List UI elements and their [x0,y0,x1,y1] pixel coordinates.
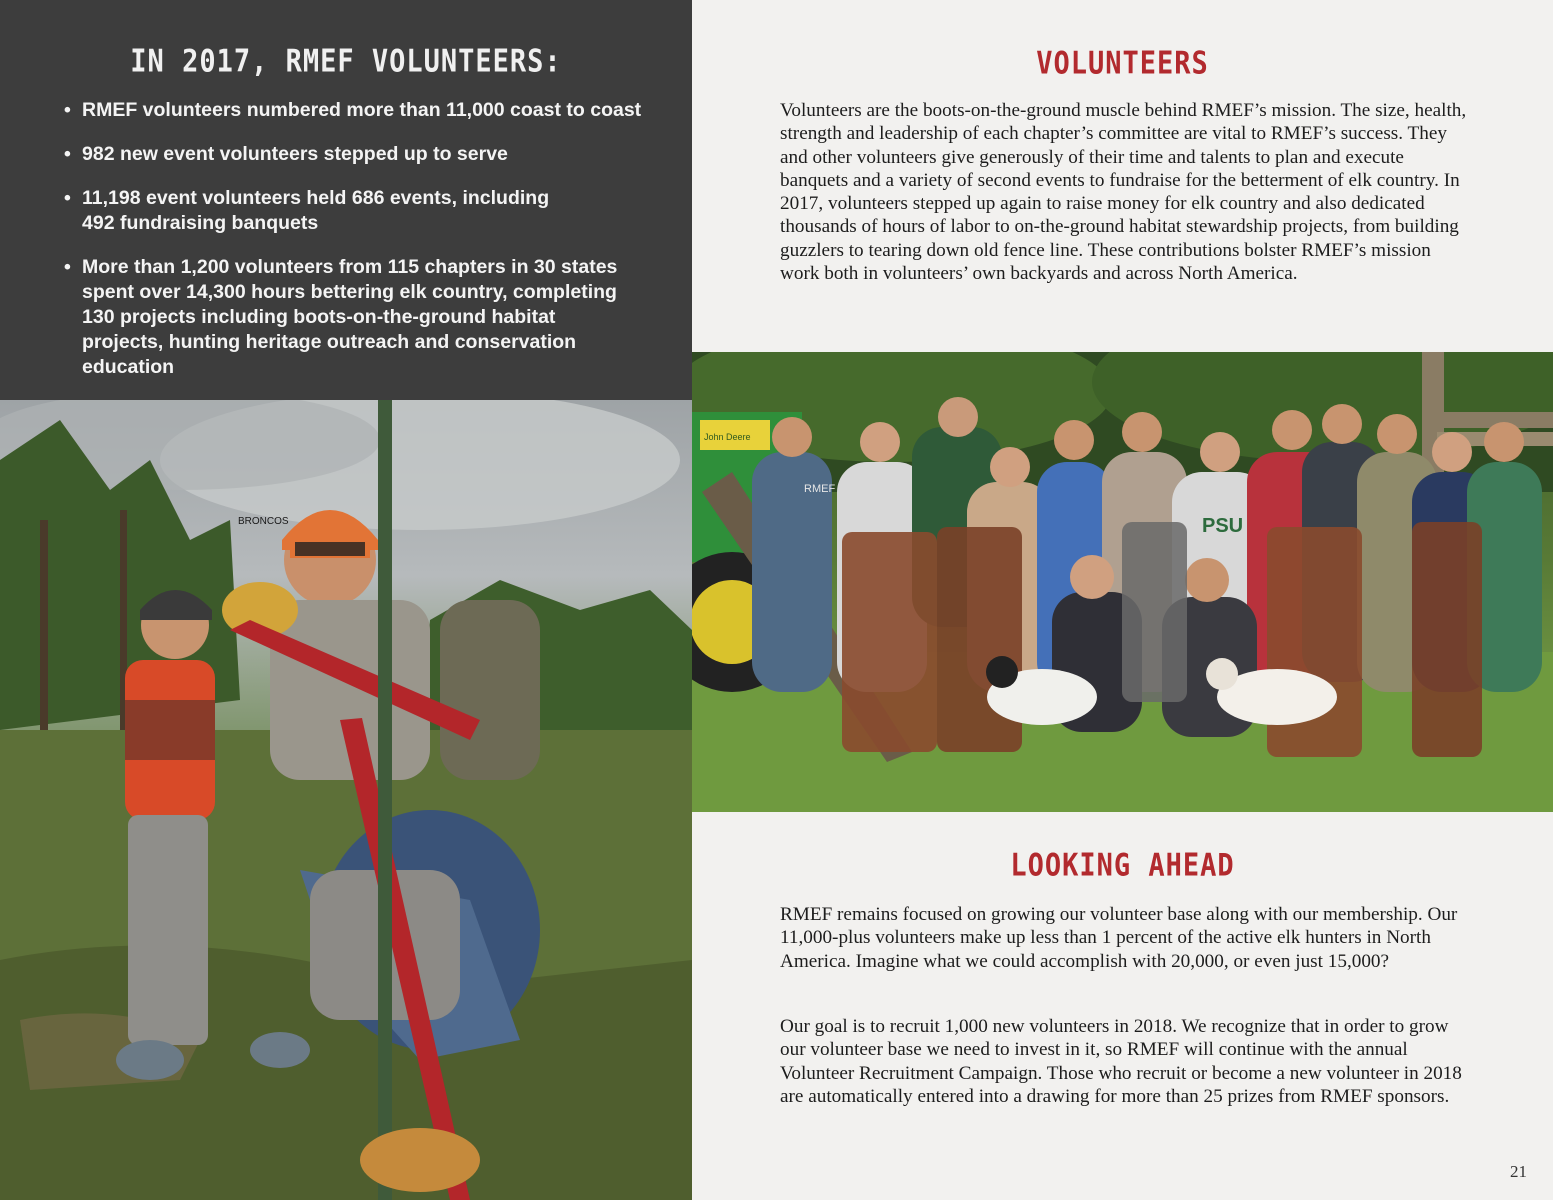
fence-post-photo [0,400,692,1200]
tractor-logo-text: John Deere [704,432,751,442]
stats-panel [0,0,692,400]
fence-post-illustration [0,400,692,1200]
volunteers-body: Volunteers are the boots-on-the-ground muscle behind RMEF’s mission. The size, health, strength and leadership of each chapter’s committee are vital to RMEF’s success. They and other volunteers give generously of their time and talents to plan and execute banquets and a variety of second events to fundraise for the betterment of elk country. In 2017, volunteers stepped up again to raise money for elk country and also dedicated thousands of hours of labor to on-the-ground habitat stewardship projects, from building guzzlers to tearing down old fence line. These contributions bolster RMEF’s mission work both in volunteers’ own backyards and across North America. [780,100,1467,285]
stats-title: IN 2017, RMEF VOLUNTEERS: [130,43,562,80]
stat-item: • More than 1,200 volunteers from 115 chapters in 30 states spent over 14,300 hours bettering elk country, completing 130 projects including boots-on-the-ground habitat projects, hunting heritage outreach and conservation education [64,255,642,380]
page-number: 21 [1510,1162,1527,1181]
looking-ahead-paragraph-2: Our goal is to recruit 1,000 new volunteers in 2018. We recognize that in order to grow our volunteer base we need to invest in it, so RMEF will continue with the annual Volunteer Recruitment Campaign. Those who recruit or become a new volunteer in 2018 are automatically entered into a drawing for more than 25 prizes from RMEF sponsors. [780,1016,1462,1107]
stats-list [64,98,664,399]
cap-logo-text: BRONCOS [238,516,289,527]
shirt-psu-text: PSU [1202,515,1244,537]
volunteers-heading: VOLUNTEERS [1036,45,1209,82]
group-photo [692,352,1553,812]
shirt-rmef-text: RMEF [804,483,836,495]
looking-ahead-paragraph-1: RMEF remains focused on growing our volunteer base along with our membership. Our 11,000-plus volunteers make up less than 1 percent of the active elk hunters in North America. Imagine what we could accomplish with 20,000, or even just 15,000? [780,904,1458,972]
right-column [692,0,1553,1200]
stat-item: • RMEF volunteers numbered more than 11,000 coast to coast [64,98,664,123]
group-photo-illustration [692,352,1553,812]
stat-item: • 982 new event volunteers stepped up to serve [64,142,664,167]
looking-ahead-heading: LOOKING AHEAD [1010,847,1235,884]
stat-item: • 11,198 event volunteers held 686 events, including 492 fundraising banquets [64,186,552,236]
